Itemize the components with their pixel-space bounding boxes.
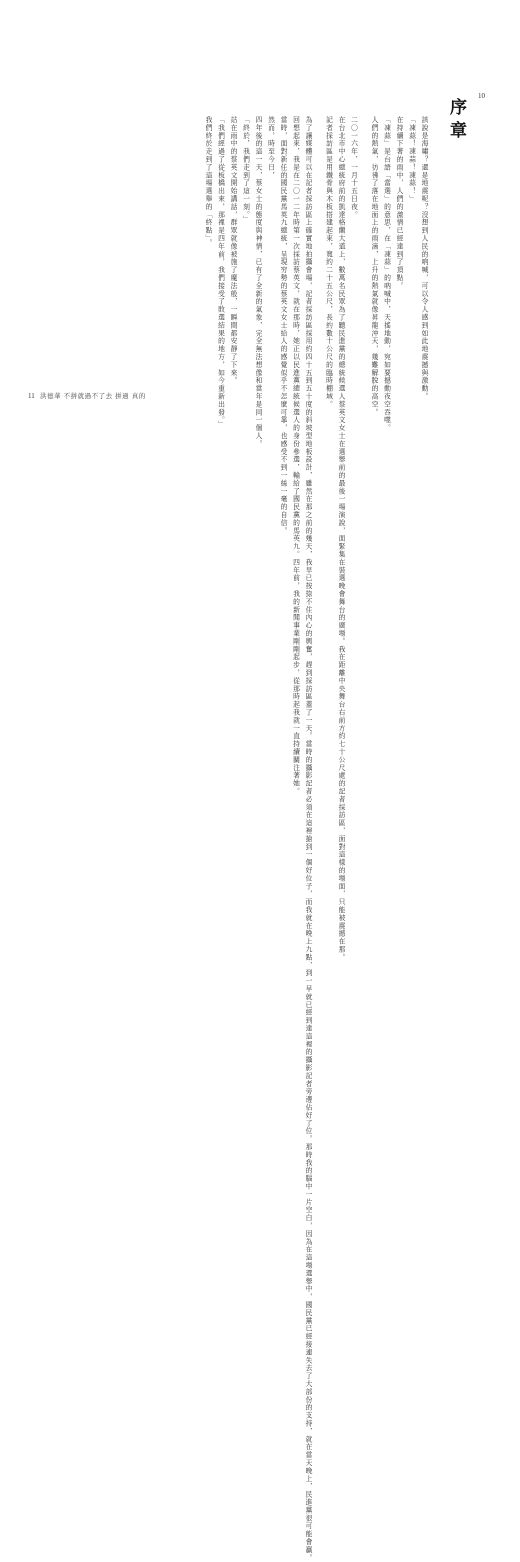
paragraph: 在持續下著的雨中，人們的激情已經達到了頂點。 [395, 116, 403, 290]
running-footer: 洪德華 不拼就過不了去 拼過 真的 [40, 392, 146, 400]
gutter [314, 116, 322, 378]
paragraph: 「我們經過了從板橋出來，那裡是四年前，我們接受了敗選結果的地方，如今重新出發。」 [216, 116, 225, 429]
paragraph: 「終於，我們走到了這一刻。」 [241, 116, 250, 224]
paragraph: 站在雨中的蔡英文開始講話，群眾就像被施了魔法般，一瞬間都安靜了下來。 [229, 116, 237, 385]
paragraph: 當時，面對新任的國民黨馬英九總統，呈現穷勢的蔡英文女士給人的感覺似乎不怎麼可靠，也感受不到一絲一毫的自信。 [279, 116, 287, 535]
paragraph: 在台北市中心總統府前的凱達格蘭大道上，數萬名民眾為了聽民進黨的總統候選人蔡英文女士在選舉前的最後一場演說，面緊集在裝選晚會舞台的廣場。我在距離中央舞台右前方約七十公尺處的記者採訪區，面對這樣的場面，只能被震撼在那。 [337, 116, 345, 962]
page-number-right: 10 [478, 92, 485, 100]
paragraph: 四年後的這一天，蔡女士的態度與神情，已有了全新的氣象，完全無法想像和當年是同一個人。 [254, 116, 262, 448]
column-spacer [360, 116, 368, 378]
chapter-title: 序章 [446, 98, 466, 144]
paragraph: 人們的熱氣，彷彿了落在地面上的雨滴，上升的熱氣就像昇龍沖天，幾難解脫的高空。 [370, 116, 378, 417]
paragraph: 「凍蒜」是台語「當選」的意思，在「凍蒜」的吶喊中，天搖地動，宛如要撼動夜空吞噬。 [382, 116, 391, 432]
paragraph: 我們終於走到了這場選舉的「終點」。 [204, 116, 212, 247]
page-number-left: 11 [28, 392, 35, 400]
paragraph: 二〇一六年，一月十五日夜。 [349, 116, 358, 219]
paragraph: 該說是海嘯？還是地震呢？沒想到人民的吶喊，可以令人感到如此地震撼與激動。 [420, 116, 428, 401]
paragraph: 回想起來，我是在二〇一二年時第一次採訪蔡英文，就在那時，她正以民進黨總統候選人的身份參選，輸給了國民黨的馬英九。四年前，我的新聞事業剛剛起步，從那時起我就一直持續關注著她。 [291, 116, 300, 796]
paragraph: 記者採訪區是用鐵骨與木板搭建起來，寬約二十五公尺，長約數十公尺的臨時棚域。 [324, 116, 333, 409]
paragraph: 然而，時至今日， [266, 116, 275, 180]
paragraph: 「凍蒜！凍蒜！凍蒜！」 [407, 116, 416, 203]
paragraph: 為了讓媒體可以在記者採訪區上確實地拍攝會場，記者採訪區採用約四十五到五十度的斜坡型地板設計，雖然在那之前的幾天，我早已按捺不住內心的興奮，趕到採訪區蓋了一天。當時的攝影記者必須在這裡搶到一個好位子，而我就在晚上九點，到一早就已經到達這裡的攝影記者旁邊佔好了位。那時我的腦中一片空白，因為在這場選舉中，國民黨已經接連失去了大部份的支持，就在當天晚上，民進黨很可能會贏。 [304, 116, 312, 1562]
